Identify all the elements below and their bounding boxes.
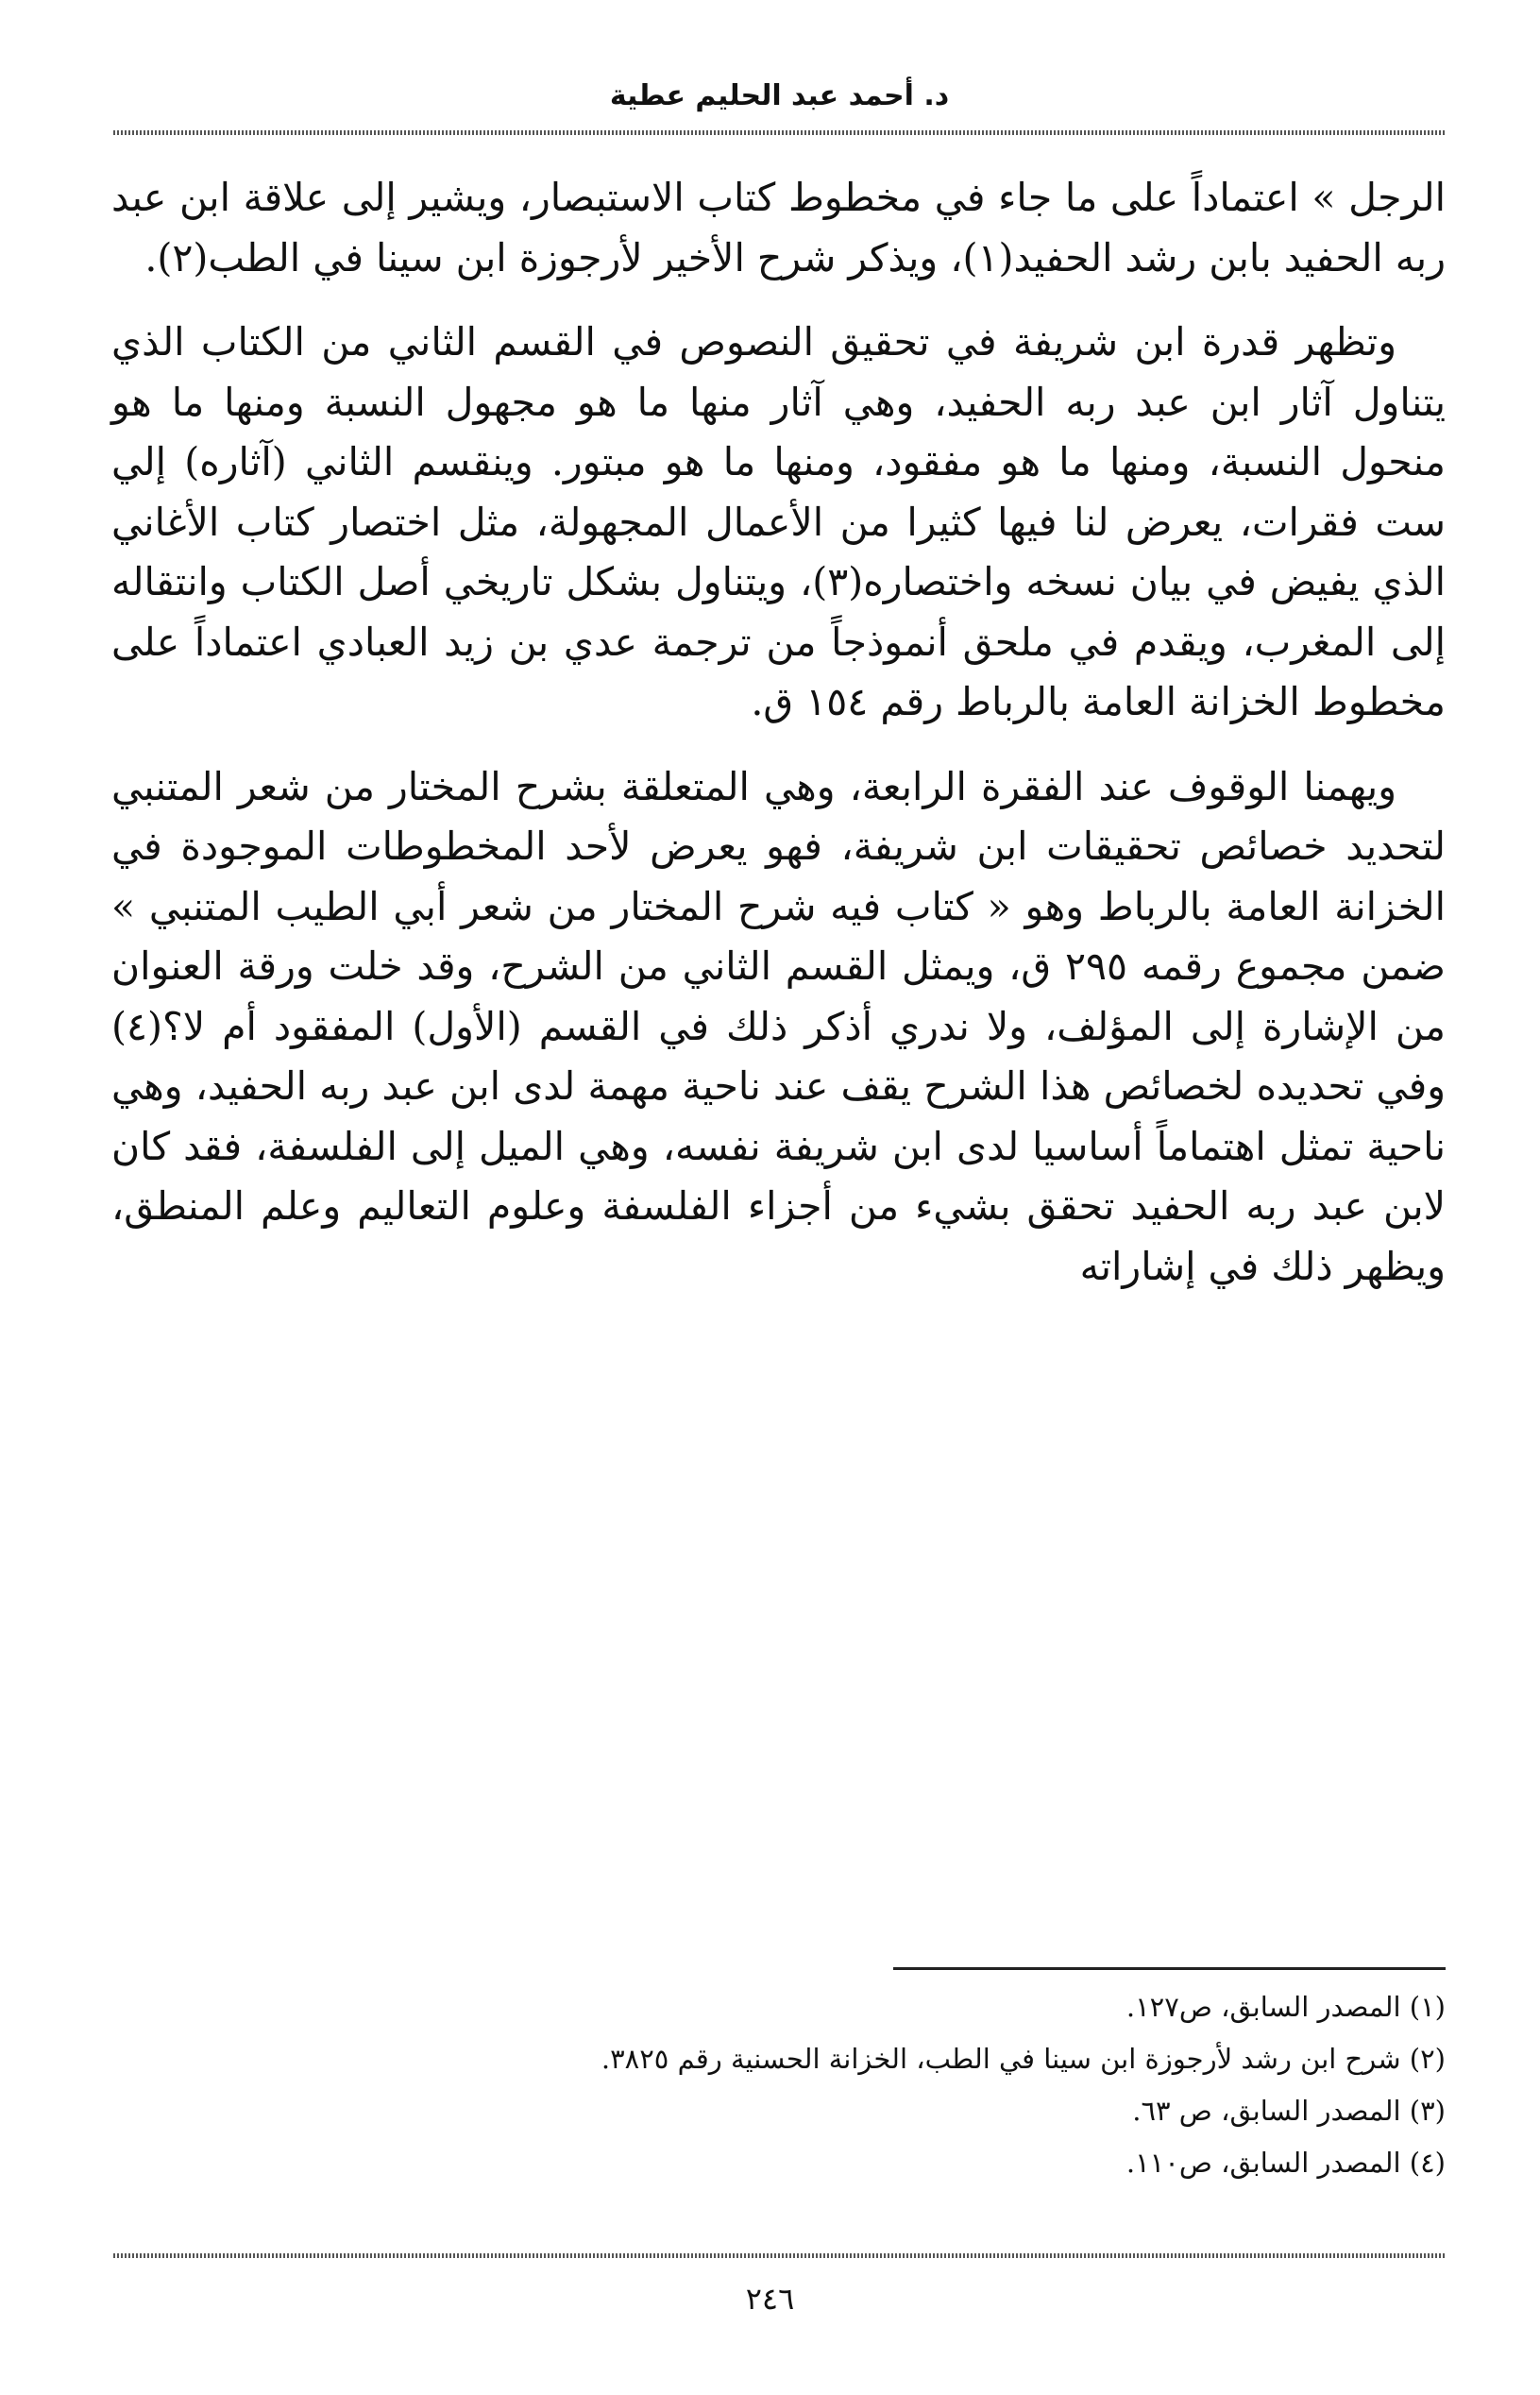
footnote-4: (٤) المصدر السابق، ص١١٠. [1125,2147,1446,2179]
page-number: ٢٤٦ [745,2281,795,2317]
footer-divider [113,2253,1446,2258]
footnote-separator [893,1967,1446,1970]
paragraph-1: الرجل » اعتماداً على ما جاء في مخطوط كتاب الاستبصار، ويشير إلى علاقة ابن عبد ربه الحفيد بابن رشد الحفيد(١)، ويذكر شرح الأخير لأرجوزة ابن سينا في الطب(٢). [111,175,1446,280]
paragraph-2: وتظهر قدرة ابن شريفة في تحقيق النصوص في القسم الثاني من الكتاب الذي يتناول آثار ابن عبد ربه الحفيد، وهي آثار منها ما هو مجهول النسبة ومنها ما هو منحول النسبة، ومنها ما هو مفقود، ومنها ما هو مبتور. وينقسم الثاني (آثاره) إلي ست فقرات، يعرض لنا فيها كثيرا من الأعمال المجهولة، مثل اختصار كتاب الأغاني الذي يفيض في بيان نسخه واختصاره(٣)، ويتناول بشكل تاريخي أصل الكتاب وانتقاله إلى المغرب، ويقدم في ملحق أنموذجاً من ترجمة عدي بن زيد العبادي اعتماداً على مخطوط الخزانة العامة بالرباط رقم ١٥٤ ق. [111,319,1446,724]
paragraph-3: ويهمنا الوقوف عند الفقرة الرابعة، وهي المتعلقة بشرح المختار من شعر المتنبي لتحديد خصائص تحقيقات ابن شريفة، فهو يعرض لأحد المخطوطات الموجودة في الخزانة العامة بالرباط وهو « كتاب فيه شرح المختار من شعر أبي الطيب المتنبي » ضمن مجموع رقمه ٢٩٥ ق، ويمثل القسم الثاني من الشرح، وقد خلت ورقة العنوان من الإشارة إلى المؤلف، ولا ندري أذكر ذلك في القسم (الأول) المفقود أم لا؟(٤) وفي تحديده لخصائص هذا الشرح يقف عند ناحية مهمة لدى ابن عبد ربه الحفيد، وهي ناحية تمثل اهتماماً أساسيا لدى ابن شريفة نفسه، وهي الميل إلى الفلسفة، فقد كان لابن عبد ربه الحفيد تحقق بشيء من أجزاء الفلسفة وعلوم التعاليم وعلم المنطق، ويظهر ذلك في إشاراته [111,763,1446,1289]
footnotes [111,1981,1446,2189]
footnote-2: (٢) شرح ابن رشد لأرجوزة ابن سينا في الطب، الخزانة الحسنية رقم ٣٨٢٥. [601,2043,1446,2075]
body-text [111,168,1446,1321]
footnote-3: (٣) المصدر السابق، ص ٦٣. [1132,2095,1446,2127]
running-header: د. أحمد عبد الحليم عطية [609,79,950,112]
footnote-1: (١) المصدر السابق، ص١٢٧. [1125,1991,1446,2023]
header-divider [113,130,1446,135]
